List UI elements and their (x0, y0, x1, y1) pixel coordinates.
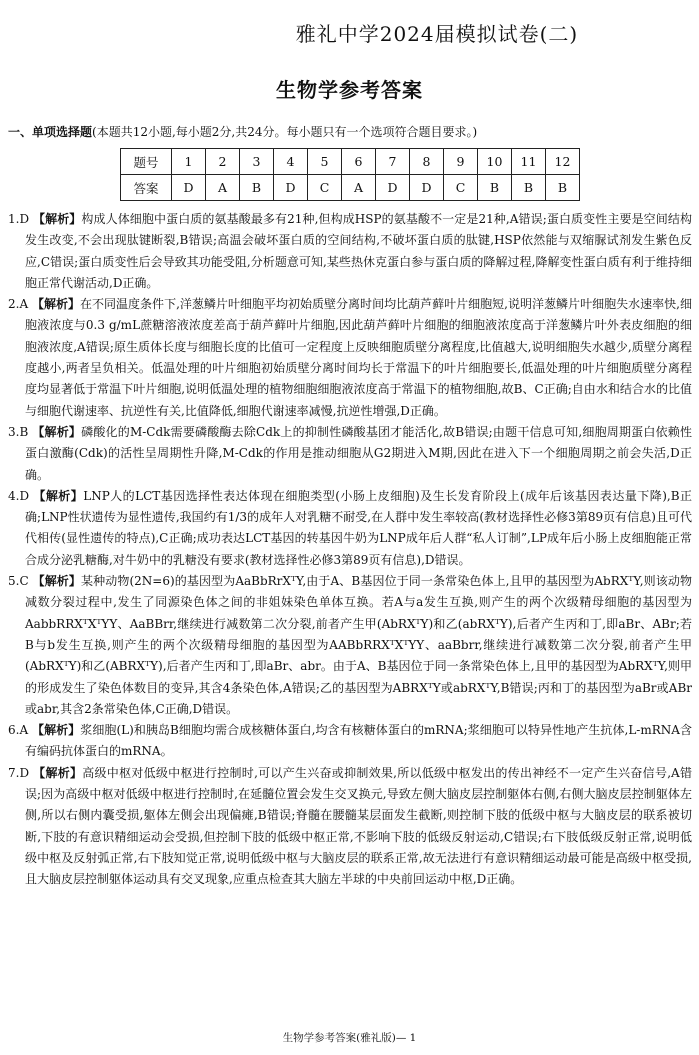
answer-table-answer-row (121, 175, 580, 201)
item-number: 1.D (8, 212, 30, 226)
answer-cell: D (274, 175, 308, 201)
question-number: 3 (240, 149, 274, 175)
analysis-tag: 【解析】 (32, 424, 82, 439)
question-number: 10 (478, 149, 512, 175)
question-number: 11 (512, 149, 546, 175)
question-number: 2 (206, 149, 240, 175)
row-label-answer: 答案 (121, 175, 172, 201)
answer-cell: D (376, 175, 410, 201)
analysis-tag: 【解析】 (33, 488, 84, 503)
answer-table-number-row (121, 149, 580, 175)
section-heading (8, 123, 477, 140)
explanation-item (8, 763, 692, 891)
question-number: 8 (410, 149, 444, 175)
item-number: 5.C (8, 574, 29, 589)
question-number: 1 (172, 149, 206, 175)
answer-cell: D (410, 175, 444, 201)
answer-cell: A (342, 175, 376, 201)
explanation-item (8, 720, 692, 763)
analysis-tag: 【解析】 (33, 765, 83, 780)
item-text: 高级中枢对低级中枢进行控制时,可以产生兴奋或抑制效果,所以低级中枢发出的传出神经不一定产生兴奋信号,A错误;因为高级中枢对低级中枢进行控制时,在延髓位置会发生交叉换元,导致左侧大脑皮层控制躯体右侧,右侧大脑皮层控制躯体左侧,所以右侧内囊受损,躯体左侧会出现偏瘫,B错误;脊髓在腰髓某层面发生截断,则控制下肢的低级中枢与大脑皮层的联系被切断,下肢的有意识精细运动会受损,但控制下肢的低级中枢正常,不影响下肢的低级反射运动,C错误;右下肢低级反射正常,说明低级中枢及反射弧正常,右下肢知觉正常,说明低级中枢与大脑皮层的联系正常,故无法进行有意识精细运动最可能是高级中枢受损,且大脑皮层控制躯体运动具有交叉现象,应重点检查其大脑左半球的中央前回运动中枢,D正确。 (25, 765, 692, 887)
item-text: 构成人体细胞中蛋白质的氨基酸最多有21种,但构成HSP的氨基酸不一定是21种,A错误;蛋白质变性主要是空间结构发生改变,不会出现肽键断裂,B错误;高温会破坏蛋白质的空间结构,不破坏蛋白质的肽键,HSP依然能与双缩脲试剂发生紫色反应,C错误;蛋白质变性后会导致其功能受阻,分析题意可知,某些热休克蛋白参与蛋白质的降解过程,降解变性蛋白质有利于维持细胞正常代谢活动,D正确。 (25, 212, 692, 290)
item-number: 4.D (8, 488, 30, 503)
answer-cell: B (512, 175, 546, 201)
question-number: 9 (444, 149, 478, 175)
answer-cell: B (546, 175, 580, 201)
explanations (8, 209, 692, 891)
analysis-tag: 【解析】 (31, 297, 80, 312)
question-number: 12 (546, 149, 580, 175)
question-number: 6 (342, 149, 376, 175)
section-note: (本题共12小题,每小题2分,共24分。每小题只有一个选项符合题目要求。) (92, 125, 478, 139)
answer-cell: D (172, 175, 206, 201)
item-text: 磷酸化的M-Cdk需要磷酸酶去除Cdk上的抑制性磷酸基团才能活化,故B错误;由题干信息可知,细胞周期蛋白依赖性蛋白激酶(Cdk)的活性呈周期性升降,M-Cdk的作用是推动细胞从G2期进入M期,因此在进入下一个细胞周期之前会失活,D正确。 (25, 424, 692, 482)
explanation-item (8, 209, 692, 294)
explanation-item (8, 422, 692, 486)
question-number: 7 (376, 149, 410, 175)
explanation-item (8, 294, 692, 422)
question-number: 5 (308, 149, 342, 175)
explanation-item (8, 486, 692, 571)
answer-cell: A (206, 175, 240, 201)
item-number: 3.B (8, 424, 29, 439)
item-text: 某种动物(2N=6)的基因型为AaBbRrXᵀY,由于A、B基因位于同一条常染色体上,且甲的基因型为AbRXᵀY,则该动物减数分裂过程中,发生了同源染色体之间的非姐妹染色单体互换。若A与a发生互换,则产生的两个次级精母细胞的基因型为AabbRRXᵀXᵀYY、AaBBrr,继续进行减数第二次分裂,前者产生甲(AbRXᵀY)和乙(abRXᵀY),后者产生丙和丁,即aBr、ABr;若B与b发生互换,则产生的两个次级精母细胞的基因型为AABbRRXᵀXᵀYY、aaBbrr,继续进行减数第二次分裂,前者产生甲(AbRXᵀY)和乙(ABRXᵀY),后者产生丙和丁,即aBr、abr。由于A、B基因位于同一条常染色体上,且甲的基因型为AbRXᵀY,则甲的形成发生了染色体数目的变异,其含4条染色体,A错误;乙的基因型为ABRXᵀY或abRXᵀY,B错误;丙和丁的基因型为aBr或ABr或abr,其含2条常染色体,C正确,D错误。 (25, 574, 692, 716)
question-number: 4 (274, 149, 308, 175)
item-number: 7.D (8, 765, 30, 780)
analysis-tag: 【解析】 (32, 723, 81, 738)
answer-cell: C (308, 175, 342, 201)
row-label-number: 题号 (121, 149, 172, 175)
answer-table (120, 148, 580, 201)
answer-cell: C (444, 175, 478, 201)
section-heading-label: 一、单项选择题 (8, 125, 93, 139)
analysis-tag: 【解析】 (33, 212, 82, 226)
explanation-item (8, 571, 692, 720)
item-text: LNP人的LCT基因选择性表达体现在细胞类型(小肠上皮细胞)及生长发育阶段上(成年后该基因表达量下降),B正确;LNP性状遗传为显性遗传,我国约有1/3的成年人对乳糖不耐受,在人群中发生率较高(教材选择性必修3第89页有信息)且可代代相传(显性遗传的特点),C正确;成功表达LCT基因的转基因牛奶为LNP成年后人群“私人订制”,LP成年后小肠上皮细胞能正常合成分泌乳糖酶,对牛奶中的乳糖没有要求(教材选择性必修3第89页有信息),D错误。 (25, 488, 692, 567)
item-text: 在不同温度条件下,洋葱鳞片叶细胞平均初始质壁分离时间均比葫芦藓叶片细胞短,说明洋葱鳞片叶细胞失水速率快,细胞液浓度与0.3 g/mL蔗糖溶液浓度差高于葫芦藓叶片细胞,因此葫芦藓叶片细胞的细胞液浓度高于洋葱鳞片叶外表皮细胞的细胞液浓度,A错误;原生质体长度与细胞长度的比值可一定程度上反映细胞质壁分离程度,比值越大,说明细胞失水越少,质壁分离程度越小,两者呈负相关。低温处理的叶片细胞初始质壁分离时间均长于常温下的叶片细胞要长,低温处理的叶片细胞质壁分离程度均显著低于常温下叶片细胞,说明低温处理的植物细胞细胞液浓度高于常温下的植物细胞,故B、C正确;自由水和结合水的比值与细胞代谢速率、抗逆性有关,比值降低,细胞代谢速率减慢,抗逆性增强,D正确。 (25, 297, 692, 418)
item-number: 6.A (8, 723, 29, 738)
answer-cell: B (478, 175, 512, 201)
item-text: 浆细胞(L)和胰岛B细胞均需合成核糖体蛋白,均含有核糖体蛋白的mRNA;浆细胞可以特异性地产生抗体,L-mRNA含有编码抗体蛋白的mRNA。 (25, 723, 692, 759)
header-title: 雅礼中学2024届模拟试卷(二) (295, 22, 579, 46)
item-number: 2.A (8, 297, 29, 312)
document-title: 生物学参考答案 (276, 78, 423, 102)
answer-cell: B (240, 175, 274, 201)
page-footer: 生物学参考答案(雅礼版)— 1 (282, 1032, 417, 1044)
analysis-tag: 【解析】 (32, 574, 82, 589)
